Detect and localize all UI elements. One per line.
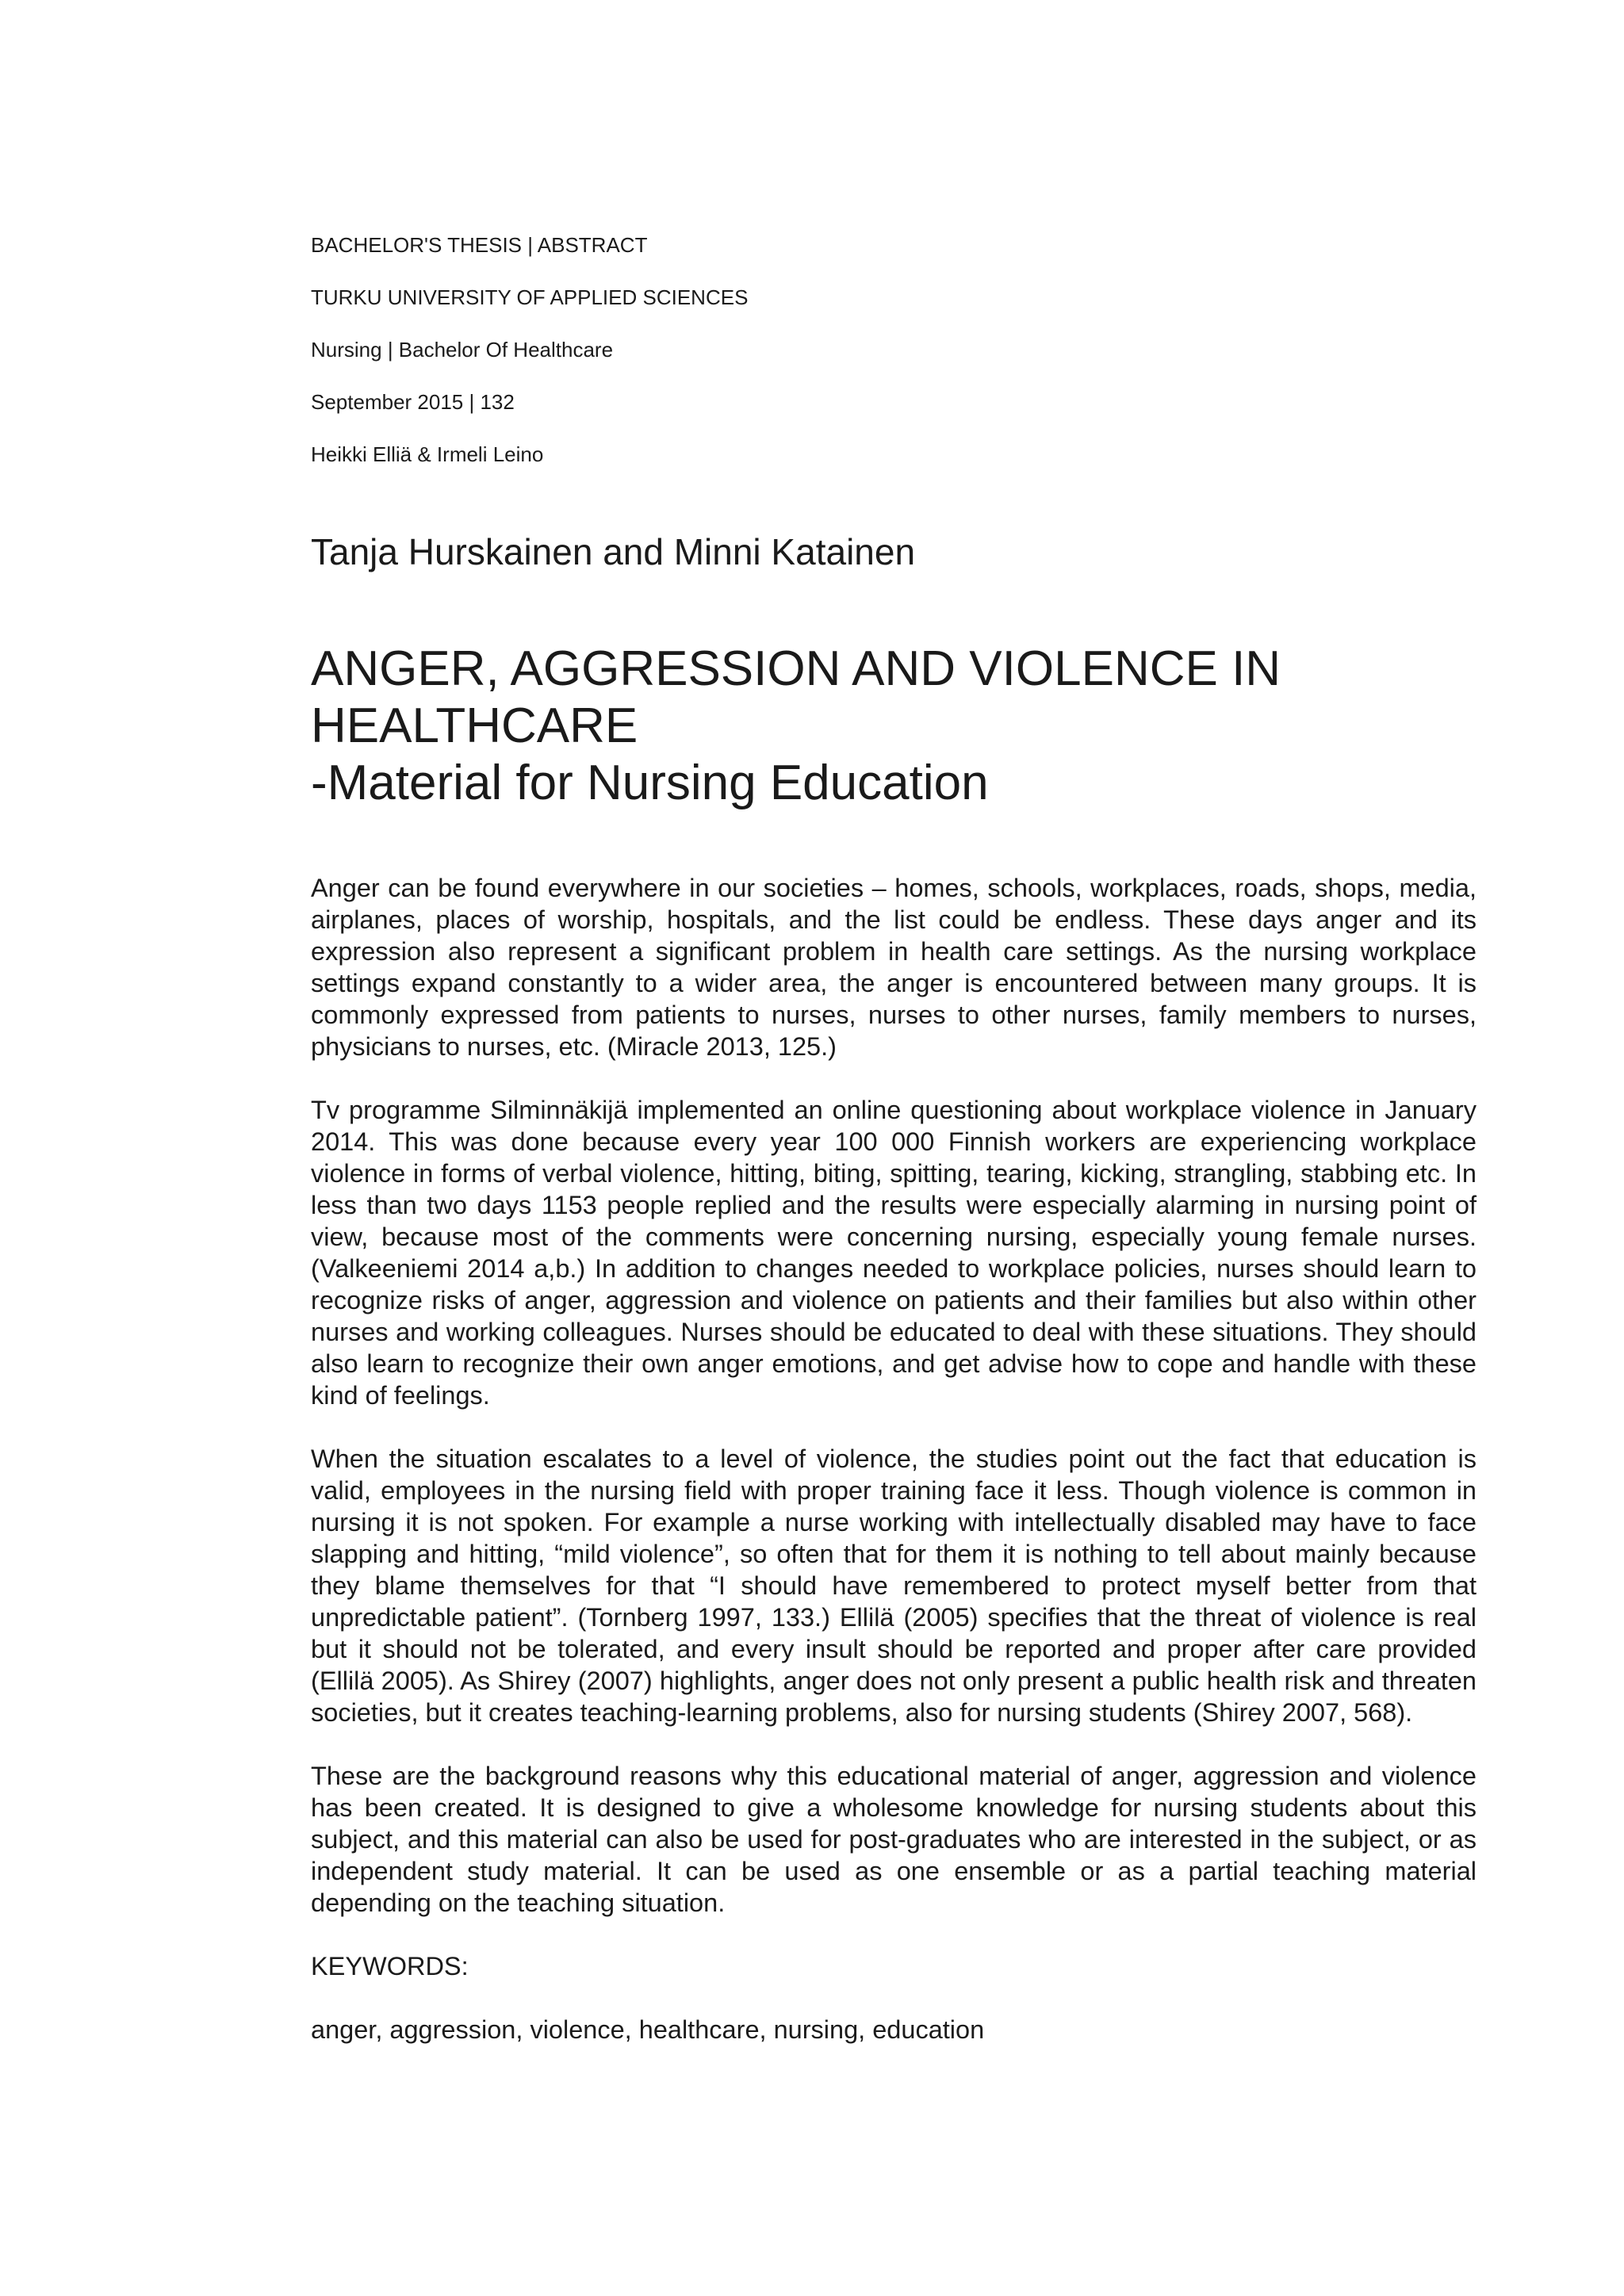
abstract-paragraph-3: When the situation escalates to a level of violence, the studies point out the fact that education is valid, employees in the nursing field with proper training face it less. Though violence is common in nursing it is not spoken. For example a nurse working with intellectually disabled may have to face slapping and hitting, “mild violence”, so often that for them it is nothing to tell about mainly because they blame themselves for that “I should have remembered to protect myself better from that unpredictable patient”. (Tornberg 1997, 133.) Ellilä (2005) specifies that the threat of violence is real but it should not be tolerated, and every insult should be reported and proper after care provided (Ellilä 2005). As Shirey (2007) highlights, anger does not only present a public health risk and threaten societies, but it creates teaching-learning problems, also for nursing students (Shirey 2007, 568). bbox=[311, 1445, 1477, 1727]
thesis-title bbox=[311, 641, 1477, 812]
abstract-paragraph-1: Anger can be found everywhere in our societies – homes, schools, workplaces, roads, shops, media, airplanes, places of worship, hospitals, and the list could be endless. These days anger and its expression also represent a significant problem in health care settings. As the nursing workplace settings expand constantly to a wider area, the anger is encountered between many groups. It is commonly expressed from patients to nurses, nurses to other nurses, family members to nurses, physicians to nurses, etc. (Miracle 2013, 125.) bbox=[311, 874, 1477, 1061]
abstract-body bbox=[311, 872, 1477, 2045]
keywords-label: KEYWORDS: bbox=[311, 1952, 469, 1980]
abstract-paragraph-2: Tv programme Silminnäkijä implemented an online questioning about workplace violence in January 2014. This was done because every year 100 000 Finnish workers are experiencing workplace violence in forms of verbal violence, hitting, biting, spitting, tearing, kicking, strangling, stabbing etc. In less than two days 1153 people replied and the results were especially alarming in nursing point of view, because most of the comments were concerning nursing, especially young female nurses. (Valkeeniemi 2014 a,b.) In addition to changes needed to workplace policies, nurses should learn to recognize risks of anger, aggression and violence on patients and their families but also within other nurses and working colleagues. Nurses should be educated to deal with these situations. They should also learn to recognize their own anger emotions, and get advise how to cope and handle with these kind of feelings. bbox=[311, 1096, 1477, 1410]
supervisors: Heikki Elliä & Irmeli Leino bbox=[311, 442, 544, 466]
university-name: TURKU UNIVERSITY OF APPLIED SCIENCES bbox=[311, 285, 749, 309]
abstract-paragraph-4: These are the background reasons why this educational material of anger, aggression and violence has been created. It is designed to give a wholesome knowledge for nursing students about this subject, and this material can also be used for post-graduates who are interested in the subject, or as independent study material. It can be used as one ensemble or as a partial teaching material depending on the teaching situation. bbox=[311, 1762, 1477, 1917]
thesis-type: BACHELOR'S THESIS | ABSTRACT bbox=[311, 233, 648, 257]
title-line-1: ANGER, AGGRESSION AND VIOLENCE IN bbox=[311, 641, 1281, 696]
date-and-pages: September 2015 | 132 bbox=[311, 390, 515, 414]
thesis-authors: Tanja Hurskainen and Minni Katainen bbox=[311, 531, 916, 572]
title-line-2: HEALTHCARE bbox=[311, 698, 638, 753]
title-line-3: -Material for Nursing Education bbox=[311, 756, 989, 810]
degree-programme: Nursing | Bachelor Of Healthcare bbox=[311, 338, 614, 362]
keywords-list: anger, aggression, violence, healthcare, nursing, education bbox=[311, 2015, 985, 2044]
